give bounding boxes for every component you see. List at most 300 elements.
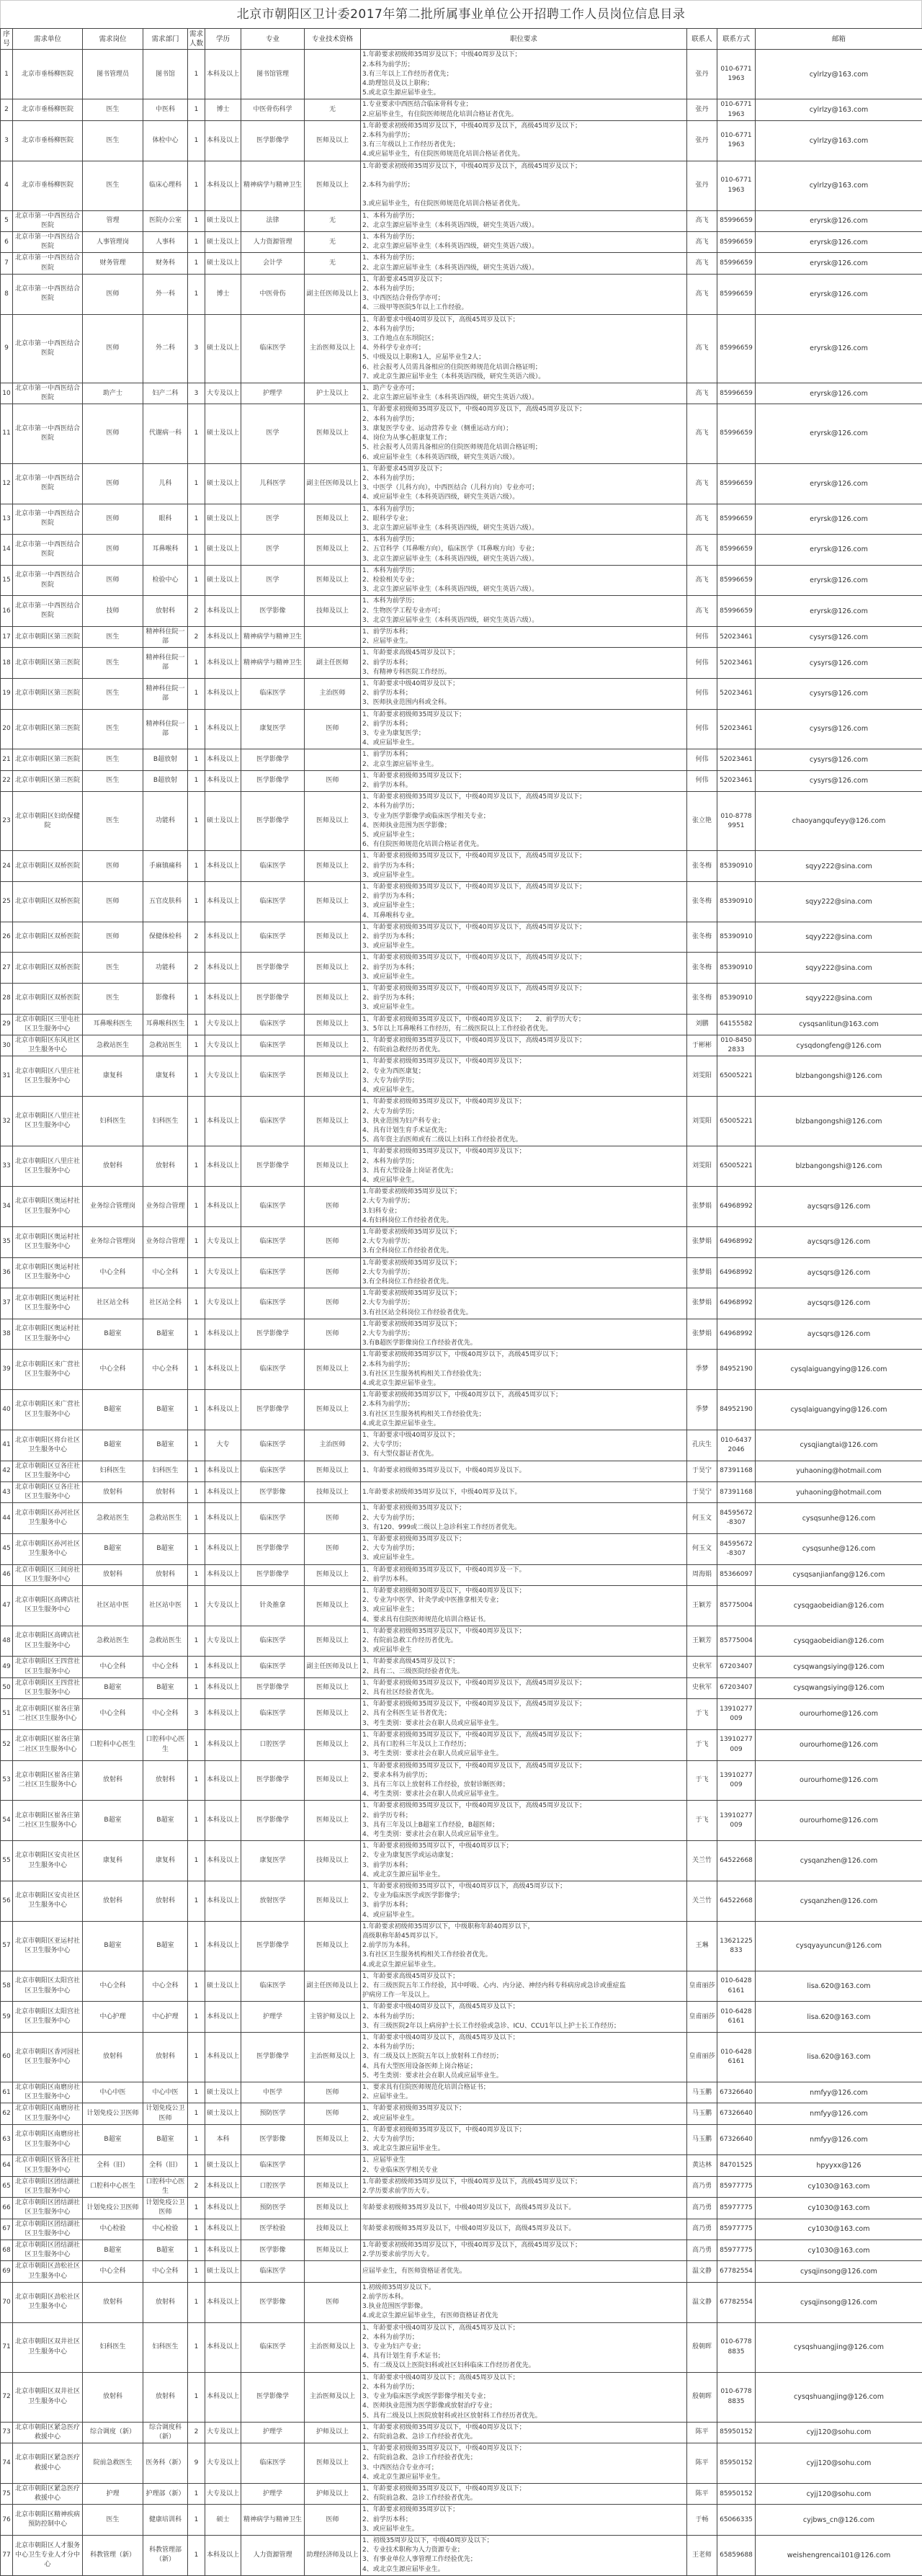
contact-email[interactable]: cysqanzhen@126.com xyxy=(756,1881,922,1921)
requirement-line: 2、本科为前学历； xyxy=(362,415,685,424)
contact-email[interactable]: cysyrs@126.com xyxy=(756,678,922,709)
contact-email[interactable]: lisa.620@163.com xyxy=(756,1971,922,2002)
post-name: 医师 xyxy=(83,404,143,463)
contact-email[interactable]: eryrsk@126.com xyxy=(756,253,922,274)
contact-email[interactable]: cylrlzy@163.com xyxy=(756,50,922,99)
table-row xyxy=(1,2240,922,2261)
requirement-line: 3、前学历本科； xyxy=(362,1861,685,1871)
row-number: 22 xyxy=(1,770,13,791)
qualification: 医师及以上 xyxy=(305,2240,361,2261)
contact-email[interactable]: ourourhome@126.com xyxy=(756,1729,922,1760)
qualification: 技师及以上 xyxy=(305,1482,361,1503)
requirements xyxy=(361,922,687,953)
requirement-line: 1、年龄要求初级师35周岁及以下，中级40周岁及以下，高级45周岁及以下； xyxy=(362,1700,685,1709)
department: 放射科 xyxy=(143,1881,188,1921)
education: 硕士及以上 xyxy=(205,504,241,535)
contact-email[interactable]: cysyrs@126.com xyxy=(756,648,922,679)
row-number: 31 xyxy=(1,1056,13,1097)
contact-email[interactable]: eryrsk@126.com xyxy=(756,596,922,627)
contact-person: 王琳 xyxy=(687,1921,717,1971)
requirement-line: 4、耳鼻喉科专业。 xyxy=(362,912,685,921)
contact-email[interactable]: aycsqrs@126.com xyxy=(756,1187,922,1227)
headcount: 1 xyxy=(188,2505,205,2536)
requirement-line: 3、中西医结合骨伤学亦可； xyxy=(362,294,685,303)
requirement-line: 3、专业为临床医学或医学影像学相关专业； xyxy=(362,2392,685,2402)
row-number: 1 xyxy=(1,50,13,99)
department: 社区站中医 xyxy=(143,1586,188,1626)
contact-email[interactable]: sqyy222@sina.com xyxy=(756,851,922,882)
unit-name: 北京市朝阳区双井社区卫生服务中心 xyxy=(13,2372,83,2422)
unit-name: 北京市朝阳区太阳宫社区卫生服务中心 xyxy=(13,1971,83,2002)
contact-email[interactable]: cysyrs@126.com xyxy=(756,626,922,647)
contact-email[interactable]: ourourhome@126.com xyxy=(756,1760,922,1801)
row-number: 34 xyxy=(1,1187,13,1227)
contact-email[interactable]: cylrlzy@163.com xyxy=(756,120,922,161)
contact-email[interactable]: cysqshuangjing@126.com xyxy=(756,2372,922,2422)
contact-email[interactable]: cysyrs@126.com xyxy=(756,770,922,791)
contact-email[interactable]: cylrlzy@163.com xyxy=(756,99,922,120)
post-name: 医生 xyxy=(83,709,143,749)
contact-email[interactable]: cyjj120@sohu.com xyxy=(756,2483,922,2504)
department: 眼科 xyxy=(143,504,188,535)
table-row xyxy=(1,1014,922,1035)
contact-email[interactable]: aycsqrs@126.com xyxy=(756,1319,922,1350)
contact-email[interactable]: cysqwangsiying@126.com xyxy=(756,1677,922,1698)
contact-email[interactable]: aycsqrs@126.com xyxy=(756,1257,922,1288)
contact-email[interactable]: cysqsanjianfang@126.com xyxy=(756,1564,922,1585)
contact-email[interactable]: cysyrs@126.com xyxy=(756,749,922,770)
contact-email[interactable]: chaoyangqufeyy@126.com xyxy=(756,792,922,851)
department: 中心检验 xyxy=(143,2219,188,2239)
contact-email[interactable]: cysqdongfeng@126.com xyxy=(756,1035,922,1056)
contact-email[interactable]: eryrsk@126.com xyxy=(756,383,922,404)
requirement-line: 3.有全科岗位工作经验者优先。 xyxy=(362,1278,685,1287)
row-number: 28 xyxy=(1,984,13,1015)
row-number: 36 xyxy=(1,1257,13,1288)
row-number: 38 xyxy=(1,1319,13,1350)
requirement-line: 4、具有大型医用设备医师上岗合格证； xyxy=(362,2062,685,2072)
requirement-line: 3、有120、999或二级以上急诊科室工作经历者优先。 xyxy=(362,1523,685,1533)
post-name: 综合调度（新） xyxy=(83,2422,143,2443)
contact-email[interactable]: cysqjiangtai@126.com xyxy=(756,1430,922,1461)
unit-name: 北京市朝阳区第三医院 xyxy=(13,648,83,679)
requirement-line: 2、应届毕业生。 xyxy=(362,2093,685,2102)
table-row xyxy=(1,2219,922,2239)
contact-email[interactable]: lisa.620@163.com xyxy=(756,2002,922,2033)
requirements xyxy=(361,2198,687,2219)
contact-phone: 85775004 xyxy=(717,1586,756,1626)
requirements xyxy=(361,232,687,253)
education: 硕士及以上 xyxy=(205,210,241,231)
row-number: 15 xyxy=(1,565,13,596)
major: 医学影像学 xyxy=(241,2372,305,2422)
post-name: 医生 xyxy=(83,648,143,679)
requirements xyxy=(361,504,687,535)
major: 医学影像学 xyxy=(241,1677,305,1698)
contact-email[interactable]: cysqsanlitun@163.com xyxy=(756,1014,922,1035)
qualification: 医师及以上 xyxy=(305,882,361,922)
requirement-line: 3.有B超医学影像岗位工作经验者优先。 xyxy=(362,1339,685,1348)
education: 大专及以上 xyxy=(205,1288,241,1319)
page-title: 北京市朝阳区卫计委2017年第二批所属事业单位公开招聘工作人员岗位信息目录 xyxy=(0,0,922,28)
requirements xyxy=(361,1534,687,1565)
qualification: 助理经济师及以上 xyxy=(305,2535,361,2575)
education: 本科及以上 xyxy=(205,1881,241,1921)
requirements xyxy=(361,2155,687,2176)
table-row xyxy=(1,1801,922,1841)
unit-name: 北京市朝阳区双桥医院 xyxy=(13,882,83,922)
contact-email[interactable]: cysyrs@126.com xyxy=(756,709,922,749)
headcount: 1 xyxy=(188,2261,205,2282)
qualification: 医师 xyxy=(305,709,361,749)
major: 精神病学与精神卫生 xyxy=(241,648,305,679)
unit-name: 北京市朝阳区太阳宫社区卫生服务中心 xyxy=(13,2002,83,2033)
contact-person: 张梦娟 xyxy=(687,1226,717,1257)
requirements xyxy=(361,2219,687,2239)
table-row xyxy=(1,1482,922,1503)
contact-email[interactable]: eryrsk@126.com xyxy=(756,210,922,231)
requirement-line: 1、年龄要求初级师35周岁及以下，中级40周岁及以下，高级45周岁及以下； xyxy=(362,1679,685,1688)
requirement-line: 5、中级及以上职称1人，应届毕业生2人； xyxy=(362,353,685,362)
contact-email[interactable]: blzbangongshi@126.com xyxy=(756,1146,922,1187)
contact-email[interactable]: cysqsunhe@126.com xyxy=(756,1503,922,1534)
contact-email[interactable]: cyjj120@sohu.com xyxy=(756,2443,922,2484)
requirement-line: 3、中西医结合专业亦可； xyxy=(362,2464,685,2473)
post-name: 医生 xyxy=(83,120,143,161)
requirement-line: 3、考生类别：要求社会在职人员或应届毕业生。 xyxy=(362,1719,685,1729)
contact-email[interactable]: sqyy222@sina.com xyxy=(756,953,922,984)
contact-phone: 010-67711963 xyxy=(717,120,756,161)
row-number: 70 xyxy=(1,2282,13,2322)
table-row xyxy=(1,2198,922,2219)
contact-email[interactable]: aycsqrs@126.com xyxy=(756,1226,922,1257)
requirement-line: 4、或北京生源应届毕业生。 xyxy=(362,2473,685,2482)
major: 医学影像学 xyxy=(241,1564,305,1585)
qualification: 医师 xyxy=(305,1503,361,1534)
unit-name: 北京市朝阳区紧急医疗救援中心 xyxy=(13,2422,83,2443)
contact-email[interactable]: eryrsk@126.com xyxy=(756,274,922,314)
contact-person: 张冬梅 xyxy=(687,984,717,1015)
contact-email[interactable]: nmfyy@126.com xyxy=(756,2103,922,2124)
contact-email[interactable]: ourourhome@126.com xyxy=(756,1699,922,1730)
contact-email[interactable]: eryrsk@126.com xyxy=(756,535,922,566)
qualification: 医师 xyxy=(305,1288,361,1319)
department: 功能科 xyxy=(143,953,188,984)
unit-name: 北京市朝阳区劲松社区卫生服务中心 xyxy=(13,2261,83,2282)
contact-email[interactable]: eryrsk@126.com xyxy=(756,232,922,253)
department: 中心护理 xyxy=(143,2002,188,2033)
contact-email[interactable]: cysqlaiguangying@126.com xyxy=(756,1350,922,1390)
requirement-line: 1、年龄要求初级师35周岁及以下，中级40周岁及以下； xyxy=(362,2484,685,2494)
requirement-line: 4、或应届毕业生。 xyxy=(362,739,685,748)
contact-email[interactable]: cysqwangsiying@126.com xyxy=(756,1657,922,1677)
contact-person: 于飞 xyxy=(687,1760,717,1801)
qualification: 医师及以上 xyxy=(305,1729,361,1760)
education: 本科及以上 xyxy=(205,709,241,749)
contact-email[interactable]: eryrsk@126.com xyxy=(756,314,922,383)
contact-email[interactable]: cysqanzhen@126.com xyxy=(756,1841,922,1881)
post-name: 计划免疫公卫医师 xyxy=(83,2198,143,2219)
post-name: 全科（旧） xyxy=(83,2155,143,2176)
contact-email[interactable]: cysqyayuncun@126.com xyxy=(756,1921,922,1971)
education: 本科及以上 xyxy=(205,1729,241,1760)
contact-email[interactable]: hpyyxx@126 xyxy=(756,2155,922,2176)
contact-phone: 85996659 xyxy=(717,274,756,314)
contact-email[interactable]: cy1030@163.com xyxy=(756,2240,922,2261)
post-name: 技师 xyxy=(83,596,143,627)
requirement-line: 4.或北京生源应届毕业生，有医师资格证者优先 xyxy=(362,2312,685,2321)
contact-email[interactable]: cylrlzy@163.com xyxy=(756,161,922,210)
major: 口腔医学 xyxy=(241,1729,305,1760)
department: B超室 xyxy=(143,1677,188,1698)
table-row xyxy=(1,232,922,253)
table-header-row xyxy=(1,29,922,50)
contact-email[interactable]: sqyy222@sina.com xyxy=(756,922,922,953)
requirement-line: 2、前学历本科。 xyxy=(362,781,685,790)
contact-email[interactable]: eryrsk@126.com xyxy=(756,404,922,463)
contact-email[interactable]: nmfyy@126.com xyxy=(756,2124,922,2155)
row-number: 66 xyxy=(1,2198,13,2219)
education: 本科及以上 xyxy=(205,50,241,99)
requirement-line: 3、具有大型设备上岗证者优先； xyxy=(362,1167,685,1176)
unit-name: 北京市第一中西医结合医院 xyxy=(13,314,83,383)
major: 医学影像学 xyxy=(241,1146,305,1187)
requirement-line: 2、大专为前学历； xyxy=(362,1514,685,1523)
post-name: 医生 xyxy=(83,99,143,120)
qualification: 医师及以上 xyxy=(305,2443,361,2484)
requirement-line: 高级职称年龄45周岁以下。 xyxy=(362,1932,685,1941)
requirement-line: 3、具有三年以上放射科工作经验，放射诊断医师； xyxy=(362,1781,685,1790)
headcount: 1 xyxy=(188,2372,205,2422)
contact-phone: 67326640 xyxy=(717,2082,756,2103)
row-number: 13 xyxy=(1,504,13,535)
major: 医学影像学 xyxy=(241,792,305,851)
headcount: 2 xyxy=(188,953,205,984)
contact-email[interactable]: sqyy222@sina.com xyxy=(756,984,922,1015)
table-row xyxy=(1,1430,922,1461)
requirement-line: 1、年龄要求中级40周岁及以下； xyxy=(362,679,685,689)
education: 本科及以上 xyxy=(205,1319,241,1350)
post-name: 中心护理 xyxy=(83,2002,143,2033)
department: 耳鼻喉科医生 xyxy=(143,1014,188,1035)
requirement-line: 2、或应届毕业生。 xyxy=(362,2114,685,2123)
requirement-line: 1、年龄要求45周岁及以下； xyxy=(362,275,685,285)
contact-email[interactable]: cy1030@163.com xyxy=(756,2219,922,2239)
contact-phone: 64522668 xyxy=(717,1841,756,1881)
requirement-line: 3、康复医学专业、运动营养专业（侧重运动方向）； xyxy=(362,424,685,434)
contact-email[interactable]: yuhaoning@hotmail.com xyxy=(756,1482,922,1503)
post-name: 放射科 xyxy=(83,1760,143,1801)
contact-phone: 87391168 xyxy=(717,1461,756,1481)
requirement-line: 1.年龄要求初级师35周岁及以下，中级40周岁及以下，高级45周岁及以下； xyxy=(362,162,685,171)
contact-person: 高飞 xyxy=(687,383,717,404)
contact-email[interactable]: cyjbws_cn@126.com xyxy=(756,2505,922,2536)
contact-email[interactable]: eryrsk@126.com xyxy=(756,565,922,596)
table-row xyxy=(1,1226,922,1257)
requirement-line: 2、眼科学专业； xyxy=(362,514,685,524)
contact-person: 高飞 xyxy=(687,253,717,274)
qualification: 医师及以上 xyxy=(305,1699,361,1730)
department: 急救站医生 xyxy=(143,1035,188,1056)
requirements xyxy=(361,1677,687,1698)
post-name: B超室 xyxy=(83,1677,143,1698)
contact-email[interactable]: cysqjinsong@126.com xyxy=(756,2282,922,2322)
contact-email[interactable]: cysqgaobeidian@126.com xyxy=(756,1586,922,1626)
qualification: 医师及以上 xyxy=(305,1586,361,1626)
contact-phone: 84952190 xyxy=(717,1390,756,1430)
requirement-line: 2.大专为前学历； xyxy=(362,1329,685,1339)
education: 本科及以上 xyxy=(205,1699,241,1730)
requirements xyxy=(361,2002,687,2033)
requirement-line: 1、年龄要求初级师35周岁及以下，中级40周岁及一下。 xyxy=(362,1566,685,1575)
contact-email[interactable]: cy1030@163.com xyxy=(756,2176,922,2197)
contact-person: 何伟 xyxy=(687,770,717,791)
headcount: 2 xyxy=(188,922,205,953)
row-number: 44 xyxy=(1,1503,13,1534)
row-number: 57 xyxy=(1,1921,13,1971)
education: 本科及以上 xyxy=(205,1503,241,1534)
unit-name: 北京市朝阳区奥运村社区卫生服务中心 xyxy=(13,1187,83,1227)
contact-email[interactable]: blzbangongshi@126.com xyxy=(756,1097,922,1146)
contact-person: 皇甫丽莎 xyxy=(687,1971,717,2002)
qualification: 医师及以上 xyxy=(305,565,361,596)
headcount: 1 xyxy=(188,2155,205,2176)
requirement-line: 2.本科为前学历； xyxy=(362,1360,685,1370)
requirement-line: 2、本科为前学历； xyxy=(362,802,685,811)
contact-email[interactable]: aycsqrs@126.com xyxy=(756,1288,922,1319)
major: 护理学 xyxy=(241,2002,305,2033)
requirement-line: 3、专业为妇产专业； xyxy=(362,2343,685,2352)
education: 本科及以上 xyxy=(205,922,241,953)
requirement-line: 1、年龄要求初级师35周岁及以下，中级40周岁及以下，高级45周岁及以下； xyxy=(362,984,685,994)
contact-person: 史秋军 xyxy=(687,1657,717,1677)
post-name: 图书管理员 xyxy=(83,50,143,99)
contact-email[interactable]: blzbangongshi@126.com xyxy=(756,1056,922,1097)
post-name: 医师 xyxy=(83,565,143,596)
requirements xyxy=(361,792,687,851)
department: 医务科（新） xyxy=(143,2443,188,2484)
requirement-line: 1、年龄要求中级40周岁及以下，高级45周岁及以下； xyxy=(362,2002,685,2012)
table-row xyxy=(1,1699,922,1730)
contact-email[interactable]: ourourhome@126.com xyxy=(756,1801,922,1841)
qualification: 医师 xyxy=(305,1226,361,1257)
major: 医学影像 xyxy=(241,2124,305,2155)
unit-name: 北京市朝阳区团结湖社区卫生服务中心 xyxy=(13,2176,83,2197)
requirement-line: 5、社会报考人员需具备相应的住院医师规范化培训合格证明； xyxy=(362,443,685,453)
qualification: 医师 xyxy=(305,2082,361,2103)
requirement-line: 1.年龄要求初级师35周岁及以下； xyxy=(362,1259,685,1268)
qualification xyxy=(305,749,361,770)
qualification: 技师及以上 xyxy=(305,2219,361,2239)
qualification xyxy=(305,2261,361,2282)
headcount: 1 xyxy=(188,2322,205,2372)
row-number: 12 xyxy=(1,463,13,504)
contact-person: 高乃勇 xyxy=(687,2219,717,2239)
department: 放射科 xyxy=(143,2372,188,2422)
major: 临床医学 xyxy=(241,1626,305,1657)
headcount: 1 xyxy=(188,1056,205,1097)
requirement-line: 2.大专为前学历； xyxy=(362,1237,685,1247)
table-row xyxy=(1,161,922,210)
contact-phone: 85950152 xyxy=(717,2422,756,2443)
post-name: 医生 xyxy=(83,770,143,791)
contact-email[interactable]: nmfyy@126.com xyxy=(756,2082,922,2103)
education: 本科及以上 xyxy=(205,953,241,984)
major: 临床医学 xyxy=(241,882,305,922)
contact-phone: 64968992 xyxy=(717,1319,756,1350)
department: 中心全科 xyxy=(143,1657,188,1677)
department: 中心中医 xyxy=(143,2082,188,2103)
education: 本科及以上 xyxy=(205,626,241,647)
post-name: B超室 xyxy=(83,1390,143,1430)
requirement-line: 3、有事业单位人事管理工作经验优先； xyxy=(362,2555,685,2564)
row-number: 74 xyxy=(1,2443,13,2484)
major: 临床医学 xyxy=(241,2443,305,2484)
requirement-line: 6、社会报考人员需具备相应的住院医师规范化培训合格证明； xyxy=(362,363,685,373)
contact-email[interactable]: cysqsunhe@126.com xyxy=(756,1534,922,1565)
contact-person: 高乃勇 xyxy=(687,2240,717,2261)
department: 体检中心 xyxy=(143,120,188,161)
education: 本科及以上 xyxy=(205,1390,241,1430)
contact-email[interactable]: yuhaoning@hotmail.com xyxy=(756,1461,922,1481)
contact-person: 陈平 xyxy=(687,2443,717,2484)
contact-email[interactable]: cysqlaiguangying@126.com xyxy=(756,1390,922,1430)
qualification: 主管护师及以上 xyxy=(305,2002,361,2033)
unit-name: 北京市朝阳区奥运村社区卫生服务中心 xyxy=(13,1319,83,1350)
contact-email[interactable]: weishengrencai101@126.com xyxy=(756,2535,922,2575)
requirement-line: 1、应届毕业生 xyxy=(362,2156,685,2165)
contact-email[interactable]: cyjj120@sohu.com xyxy=(756,2422,922,2443)
requirement-line: 5、考生类别：要求社会在职人员或应届毕业生。 xyxy=(362,2072,685,2081)
education: 本科及以上 xyxy=(205,1677,241,1698)
headcount: 1 xyxy=(188,792,205,851)
contact-email[interactable]: cysqjinsong@126.com xyxy=(756,2261,922,2282)
contact-email[interactable]: cysqgaobeidian@126.com xyxy=(756,1626,922,1657)
department: B超室 xyxy=(143,1390,188,1430)
education: 大专及以上 xyxy=(205,1035,241,1056)
contact-person: 于昊宁 xyxy=(687,1461,717,1481)
qualification: 医师及以上 xyxy=(305,1014,361,1035)
requirements xyxy=(361,2422,687,2443)
qualification: 主治医师 xyxy=(305,678,361,709)
requirement-line: 2、前学历为本科； xyxy=(362,932,685,942)
major: 人力资源管理 xyxy=(241,2535,305,2575)
row-number: 11 xyxy=(1,404,13,463)
department: 中医科 xyxy=(143,99,188,120)
contact-email[interactable]: eryrsk@126.com xyxy=(756,463,922,504)
contact-person: 孔庆生 xyxy=(687,1430,717,1461)
contact-email[interactable]: cy1030@163.com xyxy=(756,2198,922,2219)
contact-email[interactable]: sqyy222@sina.com xyxy=(756,882,922,922)
requirement-line: 2、前学历为本科； xyxy=(362,994,685,1003)
requirements xyxy=(361,1390,687,1430)
education: 本科及以上 xyxy=(205,648,241,679)
contact-email[interactable]: eryrsk@126.com xyxy=(756,504,922,535)
post-name: B超室 xyxy=(83,1319,143,1350)
row-number: 49 xyxy=(1,1657,13,1677)
contact-email[interactable]: lisa.620@163.com xyxy=(756,2032,922,2082)
major: 图书馆管理 xyxy=(241,50,305,99)
requirement-line: 3、或应届毕业生。 xyxy=(362,871,685,881)
major: 临床医学 xyxy=(241,1014,305,1035)
headcount: 1 xyxy=(188,2219,205,2239)
table-row xyxy=(1,2155,922,2176)
qualification: 医师及以上 xyxy=(305,1390,361,1430)
qualification: 医师 xyxy=(305,1534,361,1565)
contact-email[interactable]: cysqshuangjing@126.com xyxy=(756,2322,922,2372)
requirement-line: 1、年龄要求初级师35周岁及以下，中级40周岁及以下，高级45周岁及以下； xyxy=(362,793,685,802)
headcount: 1 xyxy=(188,1461,205,1481)
